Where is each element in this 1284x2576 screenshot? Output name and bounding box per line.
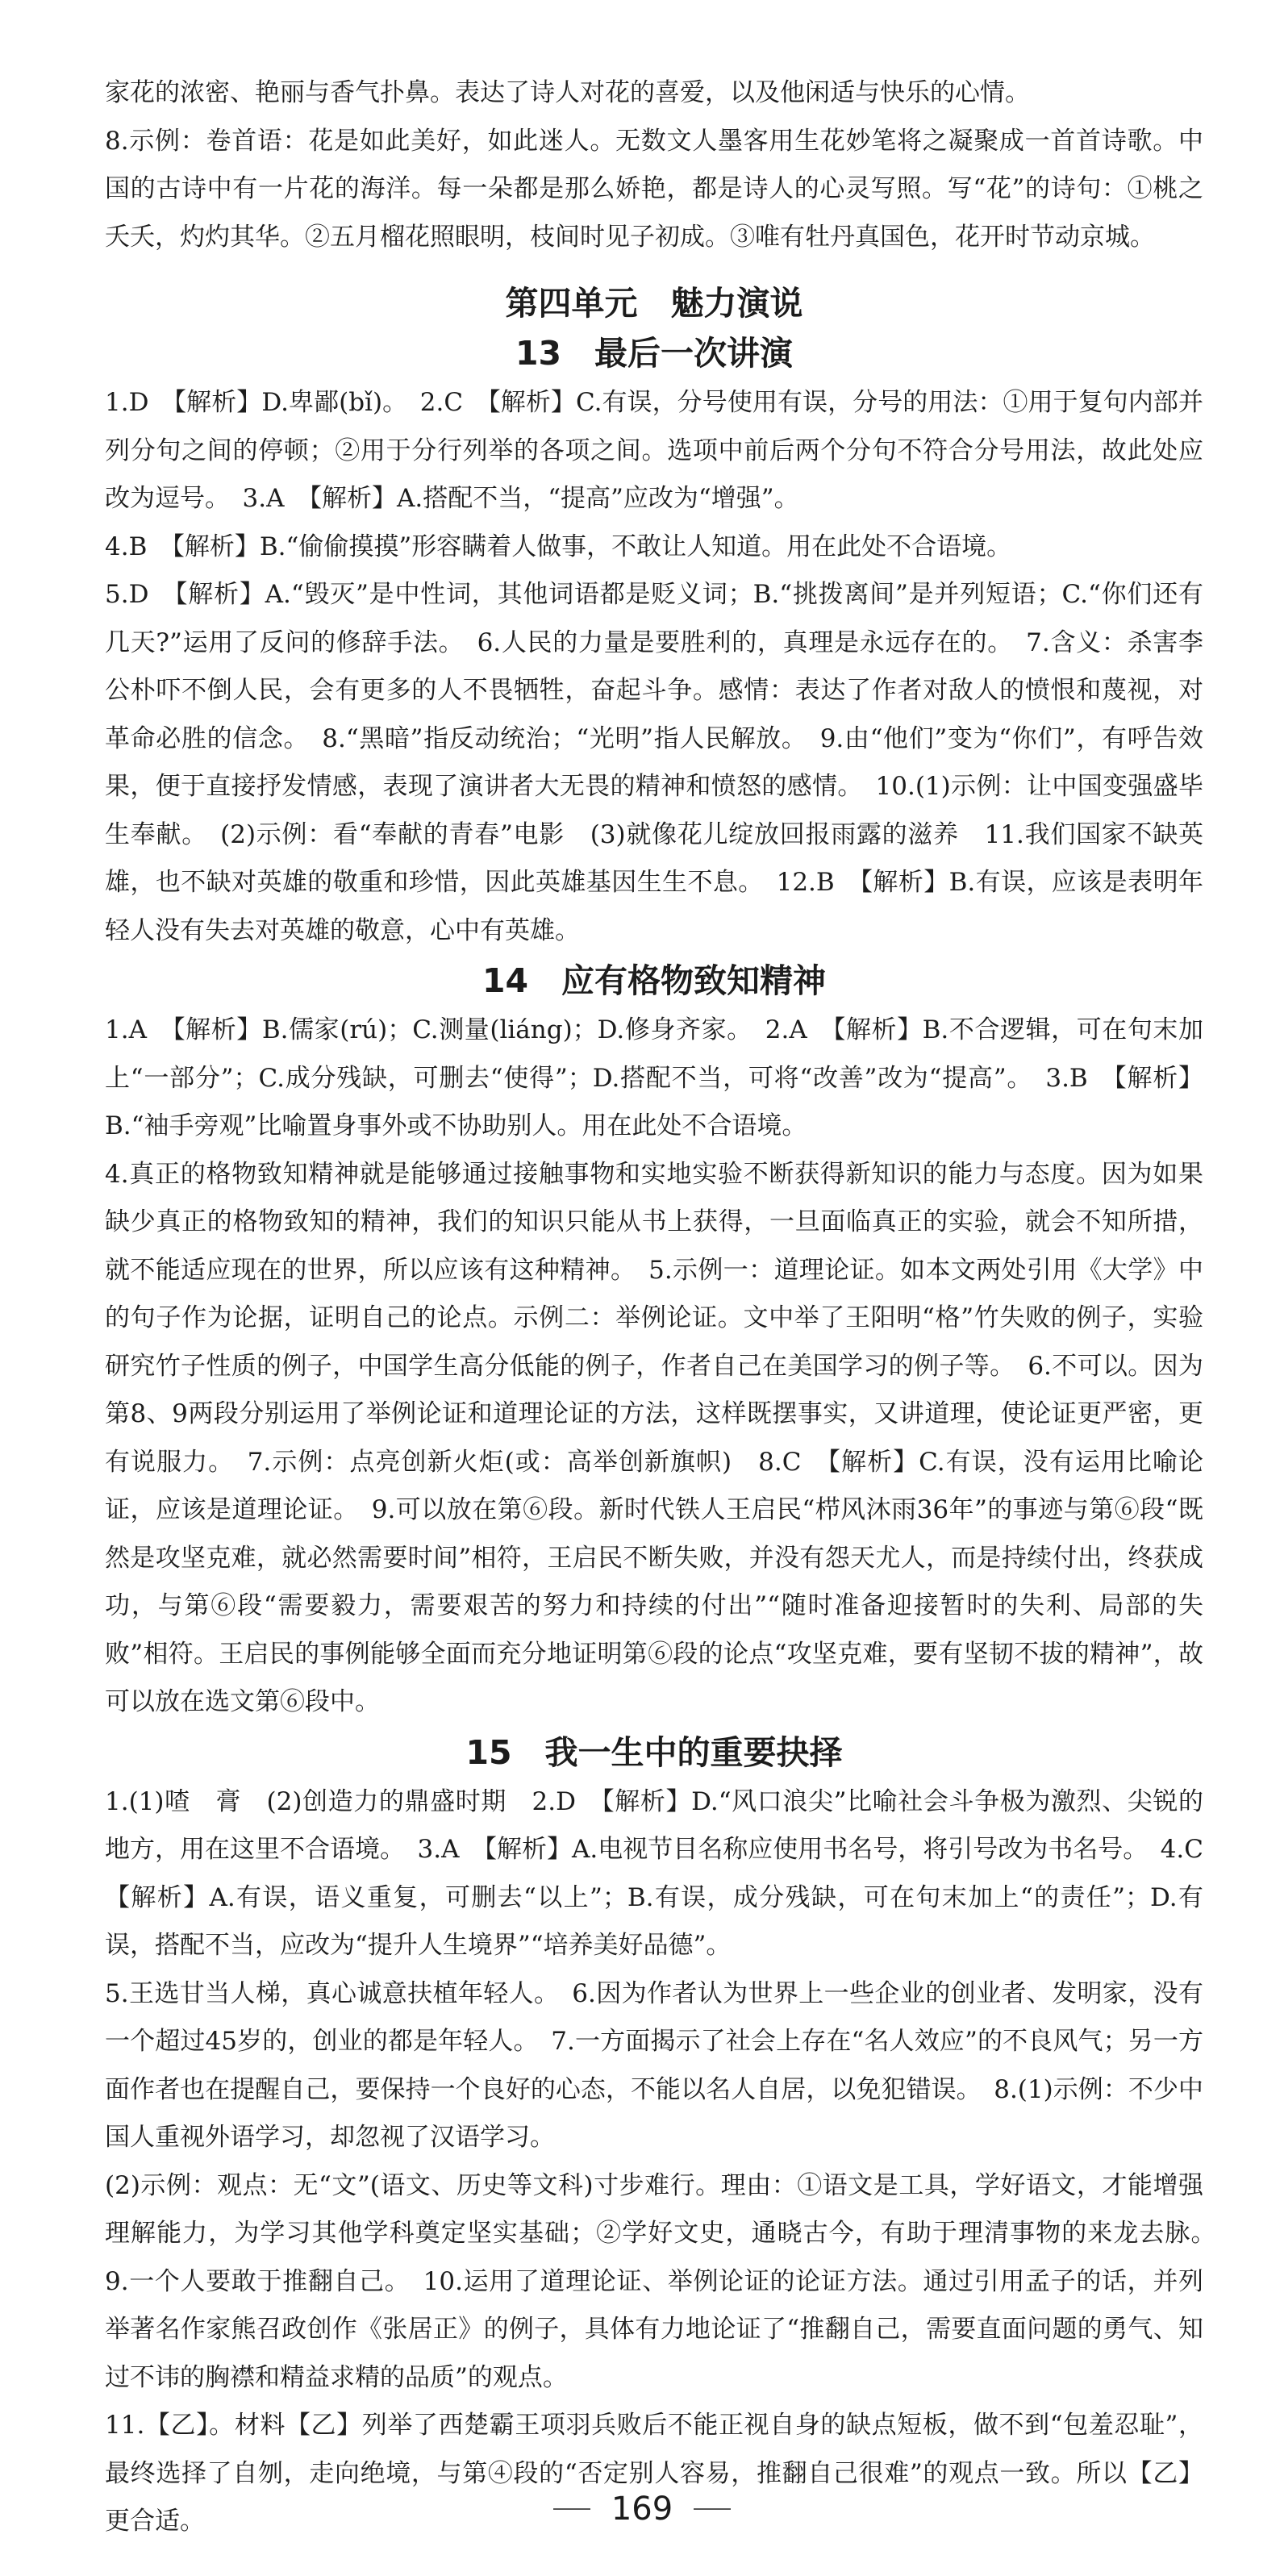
paragraph: 1.(1)喳 膏 (2)创造力的鼎盛时期 2.D 【解析】D.“风口浪尖”比喻社会斗争极为激烈、尖锐的地方，用在这里不合语境。 3.A 【解析】A.电视节目名称应使用书名号，将引号改为书名号。 4.C 【解析】A.有误，语义重复，可删去“以上”；B.有误，成分残缺，可在句末加上“的责任”；D.有误，搭配不当，应改为“提升人生境界”“培养美好品德”。 bbox=[105, 1786, 1228, 1960]
paragraph: 4.B 【解析】B.“偷偷摸摸”形容瞒着人做事，不敢让人知道。用在此处不合语境。 bbox=[105, 531, 1012, 561]
paragraph: 8.示例：卷首语：花是如此美好，如此迷人。无数文人墨客用生花妙笔将之凝聚成一首首诗歌。中国的古诗中有一片花的海洋。每一朵都是那么娇艳，都是诗人的心灵写照。写“花”的诗句：①桃之夭夭，灼灼其华。②五月榴花照眼明，枝间时见子初成。③唯有牡丹真国色，花开时节动京城。 bbox=[105, 126, 1203, 252]
paragraph: 1.A 【解析】B.儒家(rú)；C.测量(liáng)；D.修身齐家。 2.A 【解析】B.不合逻辑，可在句末加上“一部分”；C.成分残缺，可删去“使得”；D.搭配不当，可将“改善”改为“提高”。 3.B 【解析】B.“袖手旁观”比喻置身事外或不协助别人。用在此处不合语境。 bbox=[105, 1015, 1203, 1140]
answer-page bbox=[105, 69, 1228, 2546]
paragraph: 家花的浓密、艳丽与香气扑鼻。表达了诗人对花的喜爱，以及他闲适与快乐的心情。 bbox=[105, 78, 1030, 107]
footer-dash-left bbox=[553, 2508, 590, 2510]
paragraph: (2)示例：观点：无“文”(语文、历史等文科)寸步难行。理由：①语文是工具，学好语文，才能增强理解能力，为学习其他学科奠定坚实基础；②学好文史，通晓古今，有助于理清事物的来龙去脉。 9.一个人要敢于推翻自己。 10.运用了道理论证、举例论证的论证方法。通过引用孟子的话，并列举著名作家熊召政创作《张居正》的例子，具体有力地论证了“推翻自己，需要直面问题的勇气、知过不讳的胸襟和精益求精的品质”的观点。 bbox=[105, 2170, 1228, 2392]
lesson-14 bbox=[105, 955, 1203, 1727]
paragraph: 4.真正的格物致知精神就是能够通过接触事物和实地实验不断获得新知识的能力与态度。因为如果缺少真正的格物致知的精神，我们的知识只能从书上获得，一旦面临真正的实验，就会不知所措，就不能适应现在的世界，所以应该有这种精神。 5.示例一：道理论证。如本文两处引用《大学》中的句子作为论据，证明自己的论点。示例二：举例论证。文中举了王阳明“格”竹失败的例子，实验研究竹子性质的例子，中国学生高分低能的例子，作者自己在美国学习的例子等。 6.不可以。因为第8、9两段分别运用了举例论证和道理论证的方法，这样既摆事实，又讲道理，使论证更严密，更有说服力。 7.示例：点亮创新火炬(或：高举创新旗帜) 8.C 【解析】C.有误，没有运用比喻论证，应该是道理论证。 9.可以放在第⑥段。新时代铁人王启民“栉风沐雨36年”的事迹与第⑥段“既然是攻坚克难，就必然需要时间”相符，王启民不断失败，并没有怨天尤人，而是持续付出，终获成功，与第⑥段“需要毅力，需要艰苦的努力和持续的付出”“随时准备迎接暂时的失利、局部的失败”相符。王启民的事例能够全面而充分地证明第⑥段的论点“攻坚克难，要有坚韧不拔的精神”，故可以放在选文第⑥段中。 bbox=[105, 1159, 1203, 1716]
lesson-15 bbox=[105, 1727, 1228, 2546]
lesson-title: 14 应有格物致知精神 bbox=[482, 961, 827, 1000]
paragraph: 5.王选甘当人梯，真心诚意扶植年轻人。 6.因为作者认为世界上一些企业的创业者、发明家，没有一个超过45岁的，创业的都是年轻人。 7.一方面揭示了社会上存在“名人效应”的不良风气；另一方面作者也在提醒自己，要保持一个良好的心态，不能以名人自居，以免犯错误。 8.(1)示例：不少中国人重视外语学习，却忽视了汉语学习。 bbox=[105, 1978, 1203, 2152]
footer-dash-right bbox=[694, 2508, 731, 2510]
unit-title: 第四单元 魅力演说 bbox=[505, 284, 803, 323]
page-footer bbox=[0, 2491, 1284, 2528]
lesson-title: 13 最后一次讲演 bbox=[515, 334, 794, 373]
paragraph: 1.D 【解析】D.卑鄙(bǐ)。 2.C 【解析】C.有误，分号使用有误，分号的用法：①用于复句内部并列分句之间的停顿；②用于分行列举的各项之间。选项中前后两个分句不符合分号用法，故此处应改为逗号。 3.A 【解析】A.搭配不当，“提高”应改为“增强”。 bbox=[105, 388, 1203, 513]
paragraph: 5.D 【解析】A.“毁灭”是中性词，其他词语都是贬义词；B.“挑拨离间”是并列短语；C.“你们还有几天?”运用了反问的修辞手法。 6.人民的力量是要胜利的，真理是永远存在的。 7.含义：杀害李公朴吓不倒人民，会有更多的人不畏牺牲，奋起斗争。感情：表达了作者对敌人的愤恨和蔑视，对革命必胜的信念。 8.“黑暗”指反动统治；“光明”指人民解放。 9.由“他们”变为“你们”，有呼告效果，便于直接抒发情感，表现了演讲者大无畏的精神和愤怒的感情。 10.(1)示例：让中国变强盛毕生奉献。 (2)示例：看“奉献的青春”电影 (3)就像花儿绽放回报雨露的滋养 11.我们国家不缺英雄，也不缺对英雄的敬重和珍惜，因此英雄基因生生不息。 12.B 【解析】B.有误，应该是表明年轻人没有失去对英雄的敬意，心中有英雄。 bbox=[105, 580, 1203, 945]
lesson-13 bbox=[105, 327, 1203, 955]
page-number: 169 bbox=[611, 2491, 673, 2528]
paragraph: 11.【乙】。材料【乙】列举了西楚霸王项羽兵败后不能正视自身的缺点短板，做不到“包羞忍耻”，最终选择了自刎，走向绝境，与第④段的“否定别人容易，推翻自己很难”的观点一致。所以【乙】更合适。 bbox=[105, 2411, 1203, 2536]
lesson-title: 15 我一生中的重要抉择 bbox=[465, 1732, 843, 1772]
